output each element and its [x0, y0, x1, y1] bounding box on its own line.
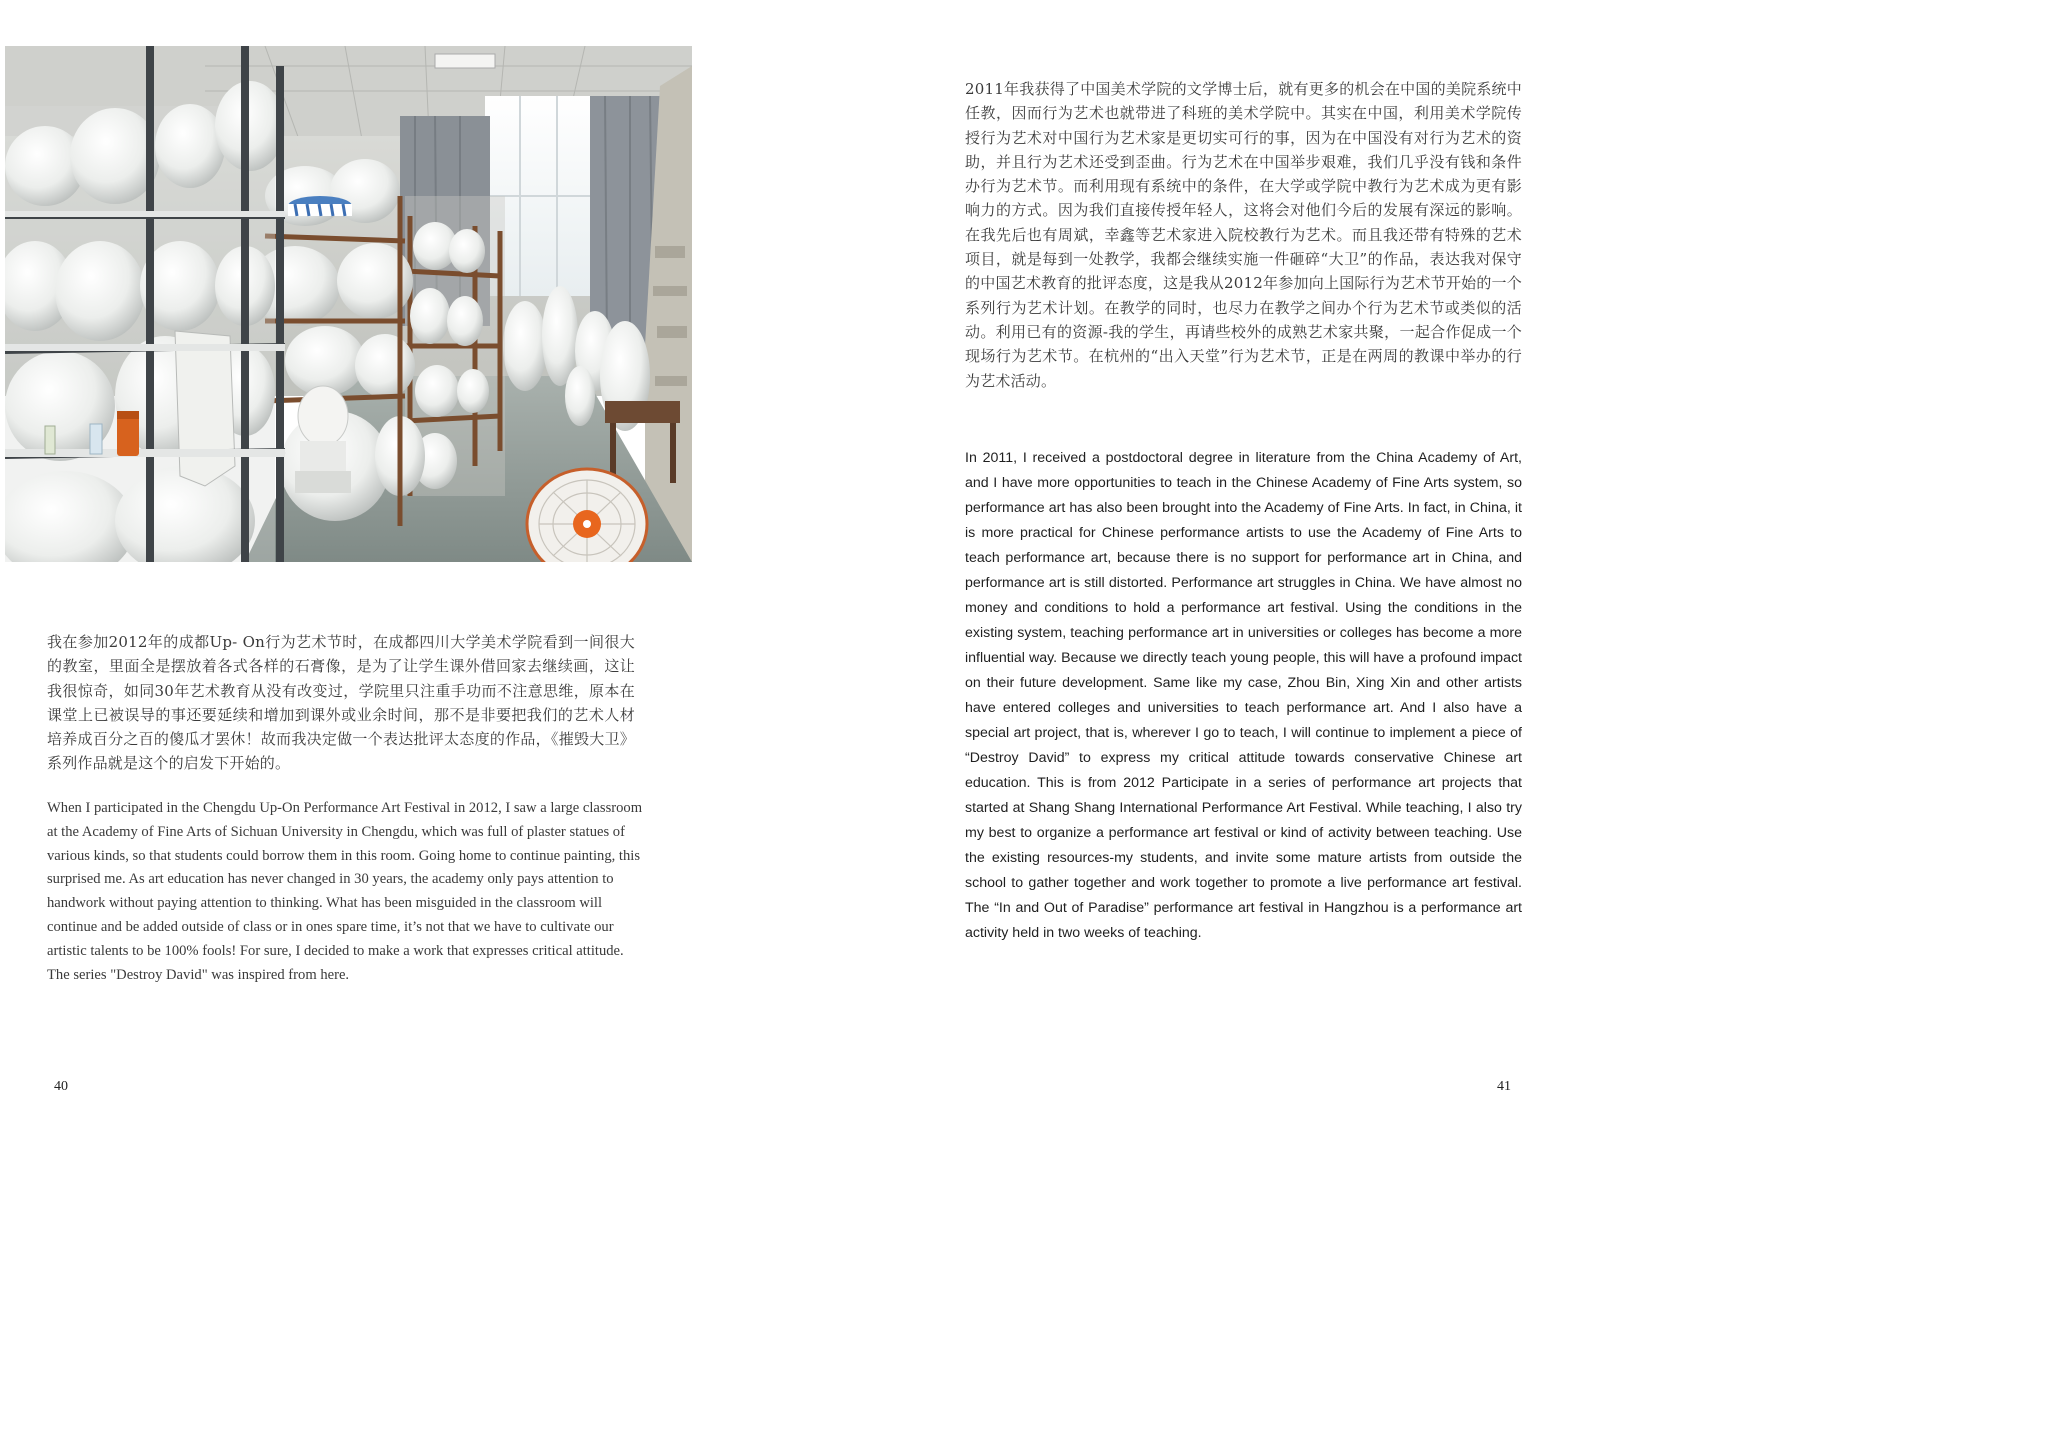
right-paragraph-chinese: 2011年我获得了中国美术学院的文学博士后，就有更多的机会在中国的美院系统中任教，因而行为艺术也就带进了科班的美术学院中。其实在中国，利用美术学院传授行为艺术对中国行为艺术家是更切实可行的事，因为在中国没有对行为艺术的资助，并且行为艺术还受到歪曲。行为艺术在中国举步艰难，我们几乎没有钱和条件办行为艺术节。而利用现有系统中的条件，在大学或学院中教行为艺术成为更有影响力的方式。因为我们直接传授年轻人，这将会对他们今后的发展有深远的影响。在我先后也有周斌，幸鑫等艺术家进入院校教行为艺术。而且我还带有特殊的艺术项目，就是每到一处教学，我都会继续实施一件砸碎“大卫”的作品，表达我对保守的中国艺术教育的批评态度，这是我从2012年参加向上国际行为艺术节开始的一个系列行为艺术计划。在教学的同时，也尽力在教学之间办个行为艺术节或类似的活动。利用已有的资源-我的学生，再请些校外的成熟艺术家共聚，一起合作促成一个现场行为艺术节。在杭州的“出入天堂”行为艺术节，正是在两周的教课中举办的行为艺术活动。	[965, 80, 1522, 390]
storage-room-photo	[5, 46, 692, 562]
page-number-left: 40	[54, 1079, 68, 1094]
left-paragraph-chinese: 我在参加2012年的成都Up- On行为艺术节时，在成都四川大学美术学院看到一间很大的教室，里面全是摆放着各式各样的石膏像，是为了让学生课外借回家去继续画，这让我很惊奇，如同30年艺术教育从没有改变过，学院里只注重手功而不注意思维，原本在课堂上已被误导的事还要延续和增加到课外或业余时间，那不是非要把我们的艺术人材培养成百分之百的傻瓜才罢休！故而我决定做一个表达批评太态度的作品，《摧毁大卫》系列作品就是这个的启发下开始的。	[47, 633, 635, 773]
page-number-right: 41	[1497, 1079, 1511, 1094]
left-paragraph-english: When I participated in the Chengdu Up-On Performance Art Festival in 2012, I saw a large classroom at the Academy of Fine Arts of Sichuan University in Chengdu, which was full of plaster statues of various kinds, so that students could borrow them in this room. Going home to continue painting, this surprised me. As art education has never changed in 30 years, the academy only pays attention to handwork without paying attention to thinking. What has been misguided in the classroom will continue and be added outside of class or in ones spare time, it’s not that we have to cultivate our artistic talents to be 100% fools! For sure, I decided to make a work that expresses critical attitude. The series "Destroy David" was inspired from here.	[47, 800, 643, 983]
right-paragraph-english: In 2011, I received a postdoctoral degree in literature from the China Academy of Art, and I have more opportunities to teach in the Chinese Academy of Fine Arts system, so performance art has also been brought into the Academy of Fine Arts. In fact, in China, it is more practical for Chinese performance artists to use the Academy of Fine Arts to teach performance art, because there is no support for performance art in China, and performance art is still distorted. Performance art struggles in China. We have almost no money and conditions to hold a performance art festival. Using the conditions in the existing system, teaching performance art in universities or colleges has become a more influential way. Because we directly teach young people, this will have a profound impact on their future development. Same like my case, Zhou Bin, Xing Xin and other artists have entered colleges and universities to teach performance art. And I also have a special art project, that is, wherever I go to teach, I will continue to implement a piece of “Destroy David” to express my critical attitude towards conservative Chinese art education. This is from 2012 Participate in a series of performance art projects that started at Shang Shang International Performance Art Festival. While teaching, I also try my best to organize a performance art festival or kind of activity between teaching. Use the existing resources-my students, and invite some mature artists from outside the school to gather together and work together to promote a live performance art festival. The “In and Out of Paradise” performance art festival in Hangzhou is a performance art activity held in two weeks of teaching.	[965, 450, 1522, 941]
